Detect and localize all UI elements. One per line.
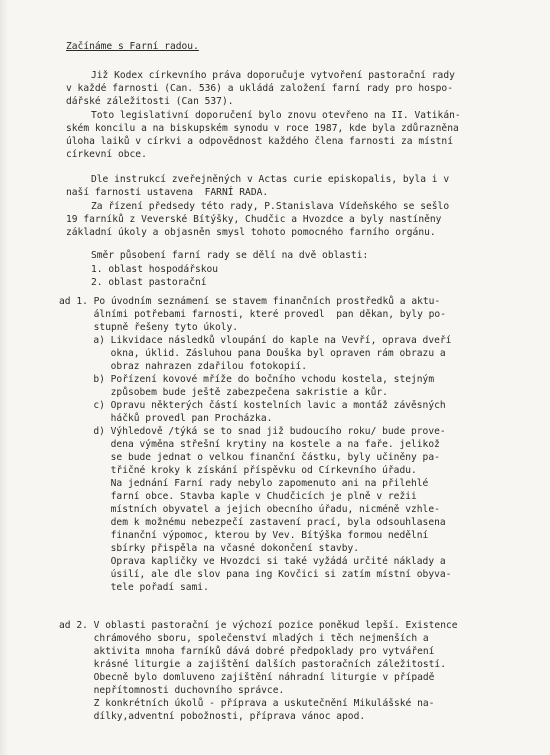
- paragraph-line: 19 farníků z Veverské Bítýšky, Chudčic a Hvozdce a byly nastíněny: [66, 214, 442, 225]
- section-line: finanční výpomoc, kterou by Vev. Bítýška formou nedělní: [76, 530, 429, 541]
- section-line: nepřítomnosti duchovního správce.: [59, 685, 285, 696]
- section-line: a) Likvidace následků vloupání do kaple na Vevří, oprava dveří: [76, 335, 452, 346]
- section-line: háčků provedl pan Procházka.: [76, 413, 273, 424]
- section-line: místních obyvatel a jejich obecního úřadu, nicméně vzhle-: [76, 504, 440, 515]
- paragraph-line: ském koncilu a na biskupském synodu v roce 1987, kde byla zdůrazněna: [66, 123, 459, 134]
- paragraph-line: církevní obce.: [66, 149, 147, 160]
- section-line: úsilí, ale dle slov pana ing Kovčici si zatím místní obyva-: [76, 569, 452, 580]
- section-line: sbírky přispěla na včasné dokončení stavby.: [76, 543, 360, 554]
- section-line: třičné kroky k získání příspěvku od Církevního úřadu.: [76, 465, 417, 476]
- paragraph-line: dářské záležitosti (Can 537).: [66, 96, 234, 107]
- section-line: krásné liturgie a zajištění dalších pastoračních záležitostí.: [59, 659, 446, 670]
- paragraph-line: v každé farnosti (Can. 536) a ukládá založení farní rady pro hospo-: [66, 83, 453, 94]
- section-line: okna, úklid. Zásluhou pana Douška byl opraven rám obrazu a: [76, 348, 446, 359]
- list-item: 2. oblast pastorační: [91, 277, 207, 288]
- paragraph-line: Za řízení předsedy této rady, P.Stanislava Vídeňského se sešlo: [91, 201, 450, 212]
- section-line: ad 1. Po úvodním seznámení se stavem finančních prostředků a aktu-: [59, 296, 441, 307]
- section-line: d) Výhledově /týká se to snad již budoucího roku/ bude prove-: [76, 426, 446, 437]
- section-line: způsobem bude ještě zabezpečena sakristie a kůr.: [76, 387, 388, 398]
- section-line: ad 2. V oblasti pastorační je výchozí pozice poněkud lepší. Existence: [59, 620, 458, 631]
- section-line: se bude jednat o velkou finanční částku, byly učiněny pa-: [76, 452, 440, 463]
- paragraph-line: Směr působení farní rady se dělí na dvě oblasti:: [91, 250, 369, 261]
- paragraph-line: základní úkoly a objasněn smysl tohoto pomocného farního orgánu.: [66, 227, 436, 238]
- section-line: b) Pořízení kovové mříže do bočního vchodu kostela, stejným: [76, 374, 435, 385]
- section-line: Na jednání Farní rady nebylo zapomenuto ani na přilehlé: [76, 478, 429, 489]
- section-line: dílky,adventní pobožnosti, příprava vánoc apod.: [59, 711, 366, 722]
- section-line: dena výměna střešní krytiny na kostele a na faře. jelikož: [76, 439, 440, 450]
- section-line: dem k možnému nebezpečí zastavení prací, byla odsouhlasena: [76, 517, 446, 528]
- section-line: Z konkrétních úkolů - příprava a uskutečnění Mikulášské na-: [59, 698, 435, 709]
- section-line: Oprava kapličky ve Hvozdci si také vyžádá určité náklady a: [76, 556, 446, 567]
- list-item: 1. oblast hospodářskou: [91, 264, 219, 275]
- section-line: stupně řešeny tyto úkoly.: [59, 322, 239, 333]
- paragraph-line: Dle instrukcí zveřejněných v Actas curie episkopalis, byla i v: [91, 174, 450, 185]
- paragraph-line: Již Kodex církevního práva doporučuje vytvoření pastorační rady: [91, 70, 455, 81]
- paragraph-line: naší farnosti ustavena FARNÍ RADA.: [66, 187, 269, 198]
- section-line: álními potřebami farnosti, které provedl pan děkan, byly po-: [59, 309, 446, 320]
- document-title: Začínáme s Farní radou.: [66, 41, 199, 52]
- section-line: aktivita mnoha farníků dává dobré předpoklady pro vytváření: [59, 646, 435, 657]
- paragraph-line: Toto legislativní doporučení bylo znovu otevřeno na II. Vatikán-: [91, 110, 461, 121]
- section-line: obraz nahrazen zdařilou fotokopií.: [76, 361, 308, 372]
- section-line: farní obce. Stavba kaple v Chudčicích je plně v režii: [76, 491, 417, 502]
- section-line: Obecně bylo domluveno zajištění náhradní liturgie v případě: [59, 672, 435, 683]
- paragraph-line: úloha laiků v církvi a odpovědnost každého člena farnosti za místní: [66, 136, 453, 147]
- section-line: tele pořadí sami.: [76, 582, 209, 593]
- section-line: chrámového sboru, společenství mladých i těch nejmenších a: [59, 633, 429, 644]
- section-line: c) Opravu některých částí kostelních lavic a montáž závěsných: [76, 400, 446, 411]
- page-edge-shadow: [0, 0, 8, 755]
